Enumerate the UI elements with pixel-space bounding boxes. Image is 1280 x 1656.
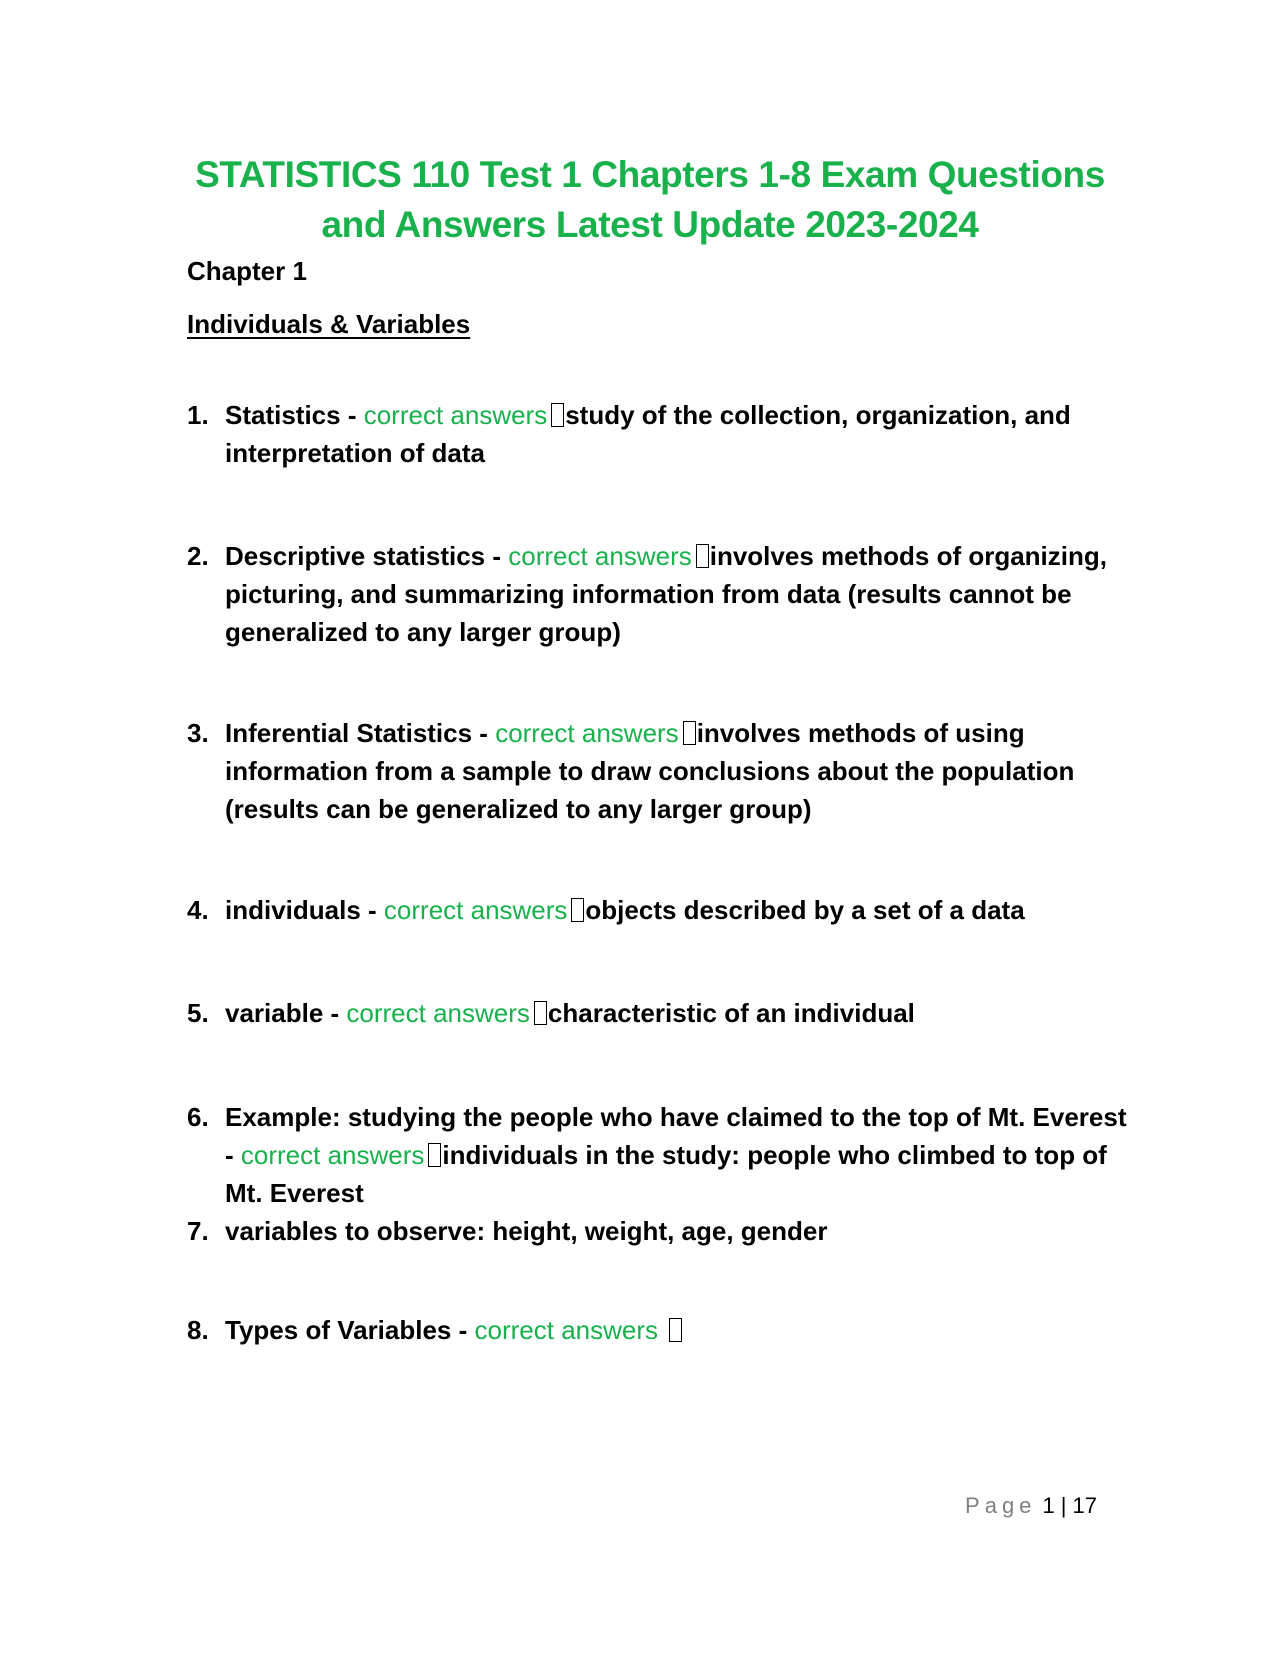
item-number: 3.	[187, 718, 209, 748]
missing-glyph-box-icon	[551, 403, 564, 427]
item-term: variable -	[225, 998, 347, 1028]
missing-glyph-box-icon	[683, 721, 696, 745]
title-line-1: STATISTICS 110 Test 1 Chapters 1-8 Exam Questions	[195, 154, 1105, 195]
item-text: variables to observe: height, weight, age, gender	[225, 1216, 828, 1246]
item-term: Descriptive statistics -	[225, 541, 509, 571]
item-number: 2.	[187, 541, 209, 571]
item-number: 7.	[187, 1216, 209, 1246]
section-heading: Individuals & Variables	[187, 309, 471, 339]
correct-answers-label: correct answers	[240, 1140, 425, 1170]
missing-glyph-box-icon	[696, 544, 709, 568]
correct-answers-label: correct answers	[346, 998, 530, 1028]
item-definition: study of the collection, organization, and interpretation of data	[225, 400, 1071, 468]
item-definition: individuals in the study: people who climbed to top of Mt. Everest	[225, 1140, 1107, 1208]
missing-glyph-box-icon	[669, 1318, 682, 1342]
item-term: Statistics -	[225, 400, 364, 430]
correct-answers-label: correct answers	[508, 541, 692, 571]
missing-glyph-box-icon	[534, 1001, 547, 1025]
chapter-heading: Chapter 1	[187, 256, 307, 286]
title-line-2: and Answers Latest Update 2023-2024	[321, 204, 979, 245]
missing-glyph-box-icon	[428, 1143, 441, 1167]
item-definition: involves methods of organizing, picturing, and summarizing information from data (results cannot be generalized to any larger group)	[225, 541, 1107, 647]
page-word: Page	[965, 1493, 1037, 1518]
missing-glyph-box-icon	[571, 898, 584, 922]
correct-answers-label: correct answers	[474, 1315, 659, 1345]
item-term: Types of Variables -	[225, 1315, 475, 1345]
item-term: Inferential Statistics -	[225, 718, 496, 748]
document-title	[150, 150, 1150, 250]
list-item-5	[187, 994, 1127, 1032]
correct-answers-label: correct answers	[363, 400, 548, 430]
page-footer	[965, 1492, 1097, 1520]
item-number: 4.	[187, 895, 209, 925]
list-item-7	[187, 1212, 1127, 1250]
item-term: Example: studying the people who have claimed to the top of Mt. Everest -	[225, 1102, 1127, 1170]
total-pages: 17	[1072, 1493, 1097, 1518]
item-term: individuals -	[225, 895, 384, 925]
correct-answers-label: correct answers	[383, 895, 568, 925]
item-definition: involves methods of using information from a sample to draw conclusions about the population (results can be generalized to any larger group)	[225, 718, 1075, 824]
list-item-3	[187, 714, 1127, 828]
current-page-number: 1	[1042, 1493, 1055, 1518]
list-item-6	[187, 1098, 1127, 1212]
item-number: 5.	[187, 998, 209, 1028]
item-number: 1.	[187, 400, 209, 430]
page-separator: |	[1060, 1493, 1067, 1518]
list-item-2	[187, 537, 1127, 651]
list-item-4	[187, 891, 1127, 929]
item-definition: objects described by a set of a data	[585, 895, 1025, 925]
list-item-8	[187, 1311, 1127, 1349]
item-number: 8.	[187, 1315, 209, 1345]
item-number: 6.	[187, 1102, 209, 1132]
list-item-1	[187, 396, 1127, 472]
item-definition: characteristic of an individual	[547, 998, 915, 1028]
correct-answers-label: correct answers	[495, 718, 679, 748]
